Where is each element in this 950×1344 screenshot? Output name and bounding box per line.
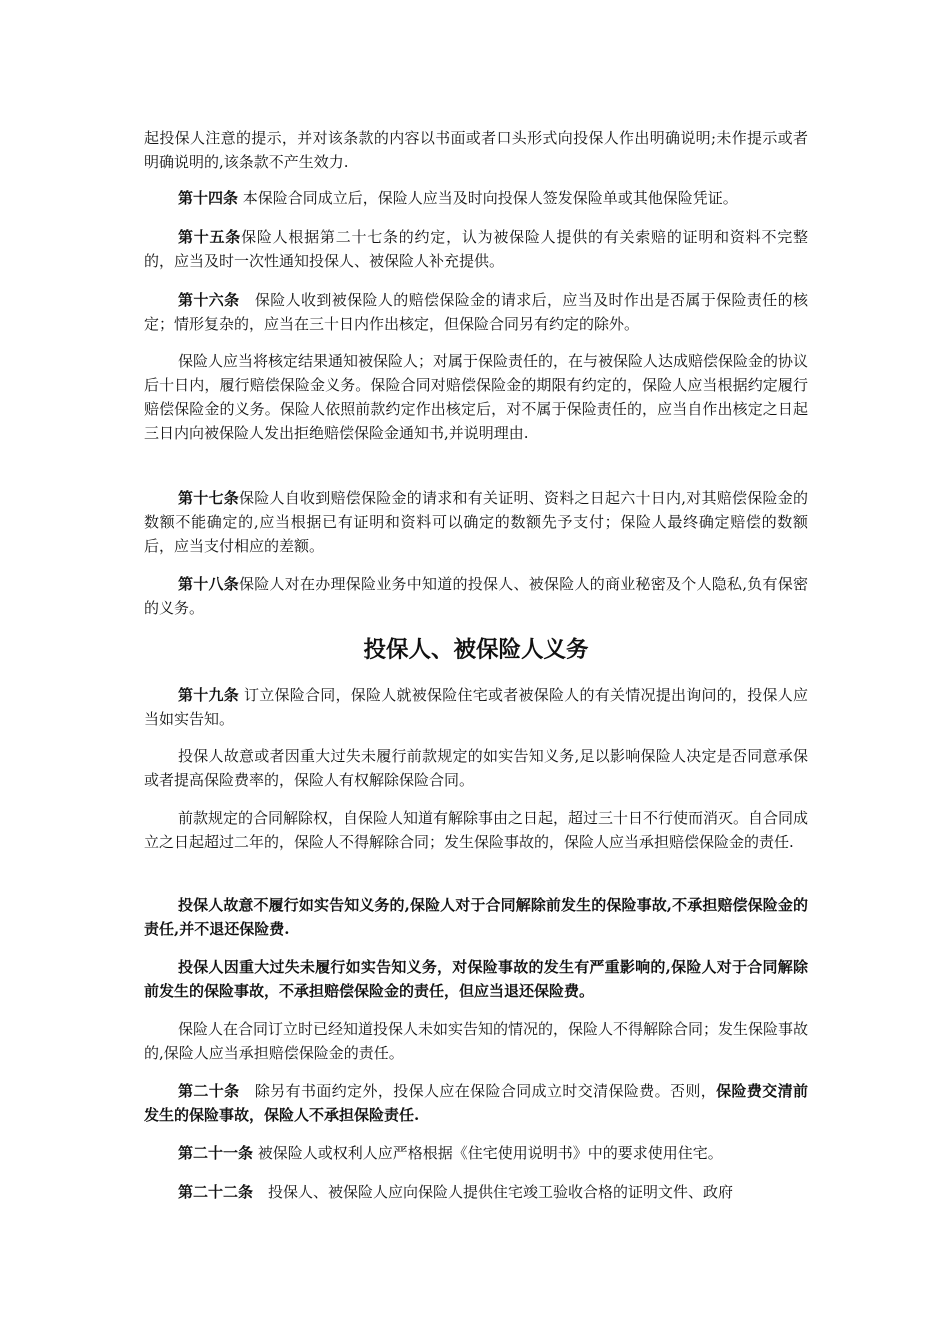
paragraph-continuation: 起投保人注意的提示，并对该条款的内容以书面或者口头形式向投保人作出明确说明;未作提示或者明确说明的,该条款不产生效力. [144,129,808,171]
article-18: 第十八条保险人对在办理保险业务中知道的投保人、被保险人的商业秘密及个人隐私,负有保密的义务。 [144,575,808,617]
bold-clause: 保险费交清前发生的保险事故，保险人不承担保险责任. [144,1082,808,1124]
article-19-para-4: 投保人故意不履行如实告知义务的,保险人对于合同解除前发生的保险事故,不承担赔偿保险金的责任,并不退还保险费. [144,896,808,938]
article-19-para-6: 保险人在合同订立时已经知道投保人未如实告知的情况的，保险人不得解除合同；发生保险事故的,保险人应当承担赔偿保险金的责任。 [144,1020,809,1062]
article-14: 第十四条 本保险合同成立后，保险人应当及时向投保人签发保险单或其他保险凭证。 [178,189,738,207]
article-20: 第二十条 除另有书面约定外，投保人应在保险合同成立时交清保险费。否则，保险费交清前发生的保险事故，保险人不承担保险责任. [144,1082,808,1124]
article-22: 第二十二条 投保人、被保险人应向保险人提供住宅竣工验收合格的证明文件、政府 [178,1183,734,1201]
article-label: 第十七条 [178,489,239,507]
article-19-para-5: 投保人因重大过失未履行如实告知义务，对保险事故的发生有严重影响的,保险人对于合同解除前发生的保险事故，不承担赔偿保险金的责任，但应当退还保险费。 [144,958,808,1000]
article-label: 第二十条 [178,1082,240,1100]
article-15: 第十五条保险人根据第二十七条的约定，认为被保险人提供的有关索赔的证明和资料不完整的，应当及时一次性通知投保人、被保险人补充提供。 [144,228,808,270]
article-label: 第十八条 [178,575,239,593]
section-heading: 投保人、被保险人义务 [363,637,589,663]
article-19-para-2: 投保人故意或者因重大过失未履行前款规定的如实告知义务,足以影响保险人决定是否同意承保或者提高保险费率的，保险人有权解除保险合同。 [144,747,808,789]
article-label: 第十四条 [178,189,239,207]
article-label: 第十六条 [178,291,240,309]
article-19: 第十九条 订立保险合同，保险人就被保险住宅或者被保险人的有关情况提出询问的，投保人应当如实告知。 [144,686,808,728]
article-19-para-3: 前款规定的合同解除权，自保险人知道有解除事由之日起，超过三十日不行使而消灭。自合同成立之日起超过二年的，保险人不得解除合同；发生保险事故的，保险人应当承担赔偿保险金的责任. [144,809,809,851]
article-label: 第二十二条 [178,1183,254,1201]
article-label: 第十九条 [178,686,239,704]
article-21: 第二十一条 被保险人或权利人应严格根据《住宅使用说明书》中的要求使用住宅。 [178,1144,723,1162]
article-16: 第十六条 保险人收到被保险人的赔偿保险金的请求后，应当及时作出是否属于保险责任的核定；情形复杂的，应当在三十日内作出核定，但保险合同另有约定的除外。 [144,291,808,333]
article-label: 第二十一条 [178,1144,254,1162]
article-17: 第十七条保险人自收到赔偿保险金的请求和有关证明、资料之日起六十日内,对其赔偿保险金的数额不能确定的,应当根据已有证明和资料可以确定的数额先予支付；保险人最终确定赔偿的数额后，应当支付相应的差额。 [144,489,808,555]
article-label: 第十五条 [178,228,242,246]
article-16-para-2: 保险人应当将核定结果通知被保险人；对属于保险责任的，在与被保险人达成赔偿保险金的协议后十日内，履行赔偿保险金义务。保险合同对赔偿保险金的期限有约定的，保险人应当根据约定履行赔偿保险金的义务。保险人依照前款约定作出核定后，对不属于保险责任的，应当自作出核定之日起三日内向被保险人发出拒绝赔偿保险金通知书,并说明理由. [144,352,809,442]
